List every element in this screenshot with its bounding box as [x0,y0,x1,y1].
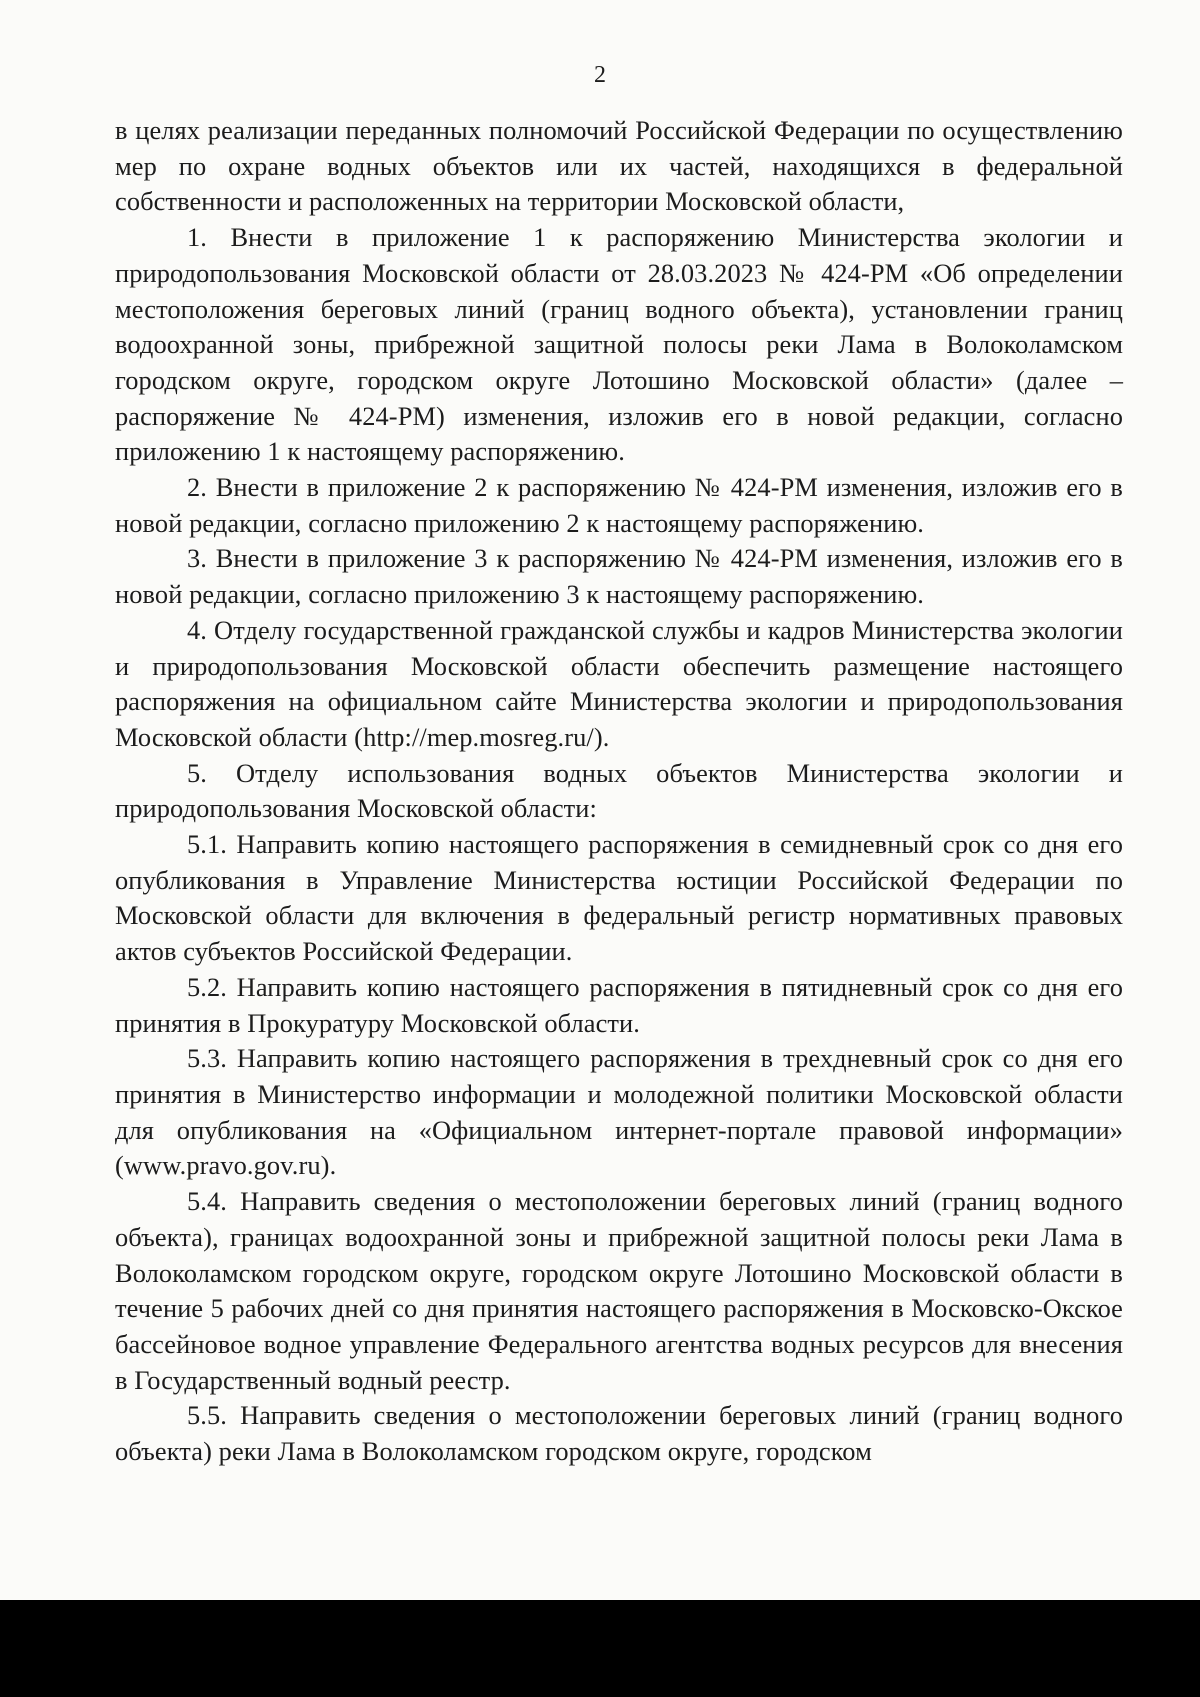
document-body [115,113,1123,1470]
paragraph-item-5: 5. Отделу использования водных объектов Министерства экологии и природопользования Московской области: [115,757,1123,824]
paragraph-item-5-4: 5.4. Направить сведения о местоположении береговых линий (границ водного объекта), границах водоохранной зоны и прибрежной защитной полосы реки Лама в Волоколамском городском округе, городском округе Лотошино Московской области в течение 5 рабочих дней со дня принятия настоящего распоряжения в Московско-Окское бассейновое водное управление Федерального агентства водных ресурсов для внесения в Государственный водный реестр. [115,1186,1123,1395]
paragraph-item-5-5: 5.5. Направить сведения о местоположении береговых линий (границ водного объекта) реки Лама в Волоколамском городском округе, городском [115,1400,1123,1467]
scan-border [0,1600,1200,1697]
paragraph-item-5-1: 5.1. Направить копию настоящего распоряжения в семидневный срок со дня его опубликования в Управление Министерства юстиции Российской Федерации по Московской области для включения в федеральный регистр нормативных правовых актов субъектов Российской Федерации. [115,829,1123,967]
page-number: 2 [594,62,606,88]
paragraph-preamble: в целях реализации переданных полномочий Российской Федерации по осуществлению мер по охране водных объектов или их частей, находящихся в федеральной собственности и расположенных на территории Московской области, [115,115,1123,217]
paragraph-item-1: 1. Внести в приложение 1 к распоряжению Министерства экологии и природопользования Московской области от 28.03.2023 № 424-РМ «Об определении местоположения береговых линий (границ водного объекта), установлении границ водоохранной зоны, прибрежной защитной полосы реки Лама в Волоколамском городском округе, городском округе Лотошино Московской области» (далее – распоряжение № 424-РМ) изменения, изложив его в новой редакции, согласно приложению 1 к настоящему распоряжению. [115,222,1123,467]
paragraph-item-4: 4. Отделу государственной гражданской службы и кадров Министерства экологии и природопользования Московской области обеспечить размещение настоящего распоряжения на официальном сайте Министерства экологии и природопользования Московской области (http://mep.mosreg.ru/). [115,614,1123,752]
paragraph-item-5-3: 5.3. Направить копию настоящего распоряжения в трехдневный срок со дня его принятия в Министерство информации и молодежной политики Московской области для опубликования на «Официальном интернет-портале правовой информации» (www.pravo.gov.ru). [115,1043,1123,1181]
paragraph-item-3: 3. Внести в приложение 3 к распоряжению № 424-РМ изменения, изложив его в новой редакции, согласно приложению 3 к настоящему распоряжению. [115,543,1123,610]
paragraph-item-5-2: 5.2. Направить копию настоящего распоряжения в пятидневный срок со дня его принятия в Прокуратуру Московской области. [115,971,1123,1038]
paragraph-item-2: 2. Внести в приложение 2 к распоряжению № 424-РМ изменения, изложив его в новой редакции, согласно приложению 2 к настоящему распоряжению. [115,472,1123,538]
